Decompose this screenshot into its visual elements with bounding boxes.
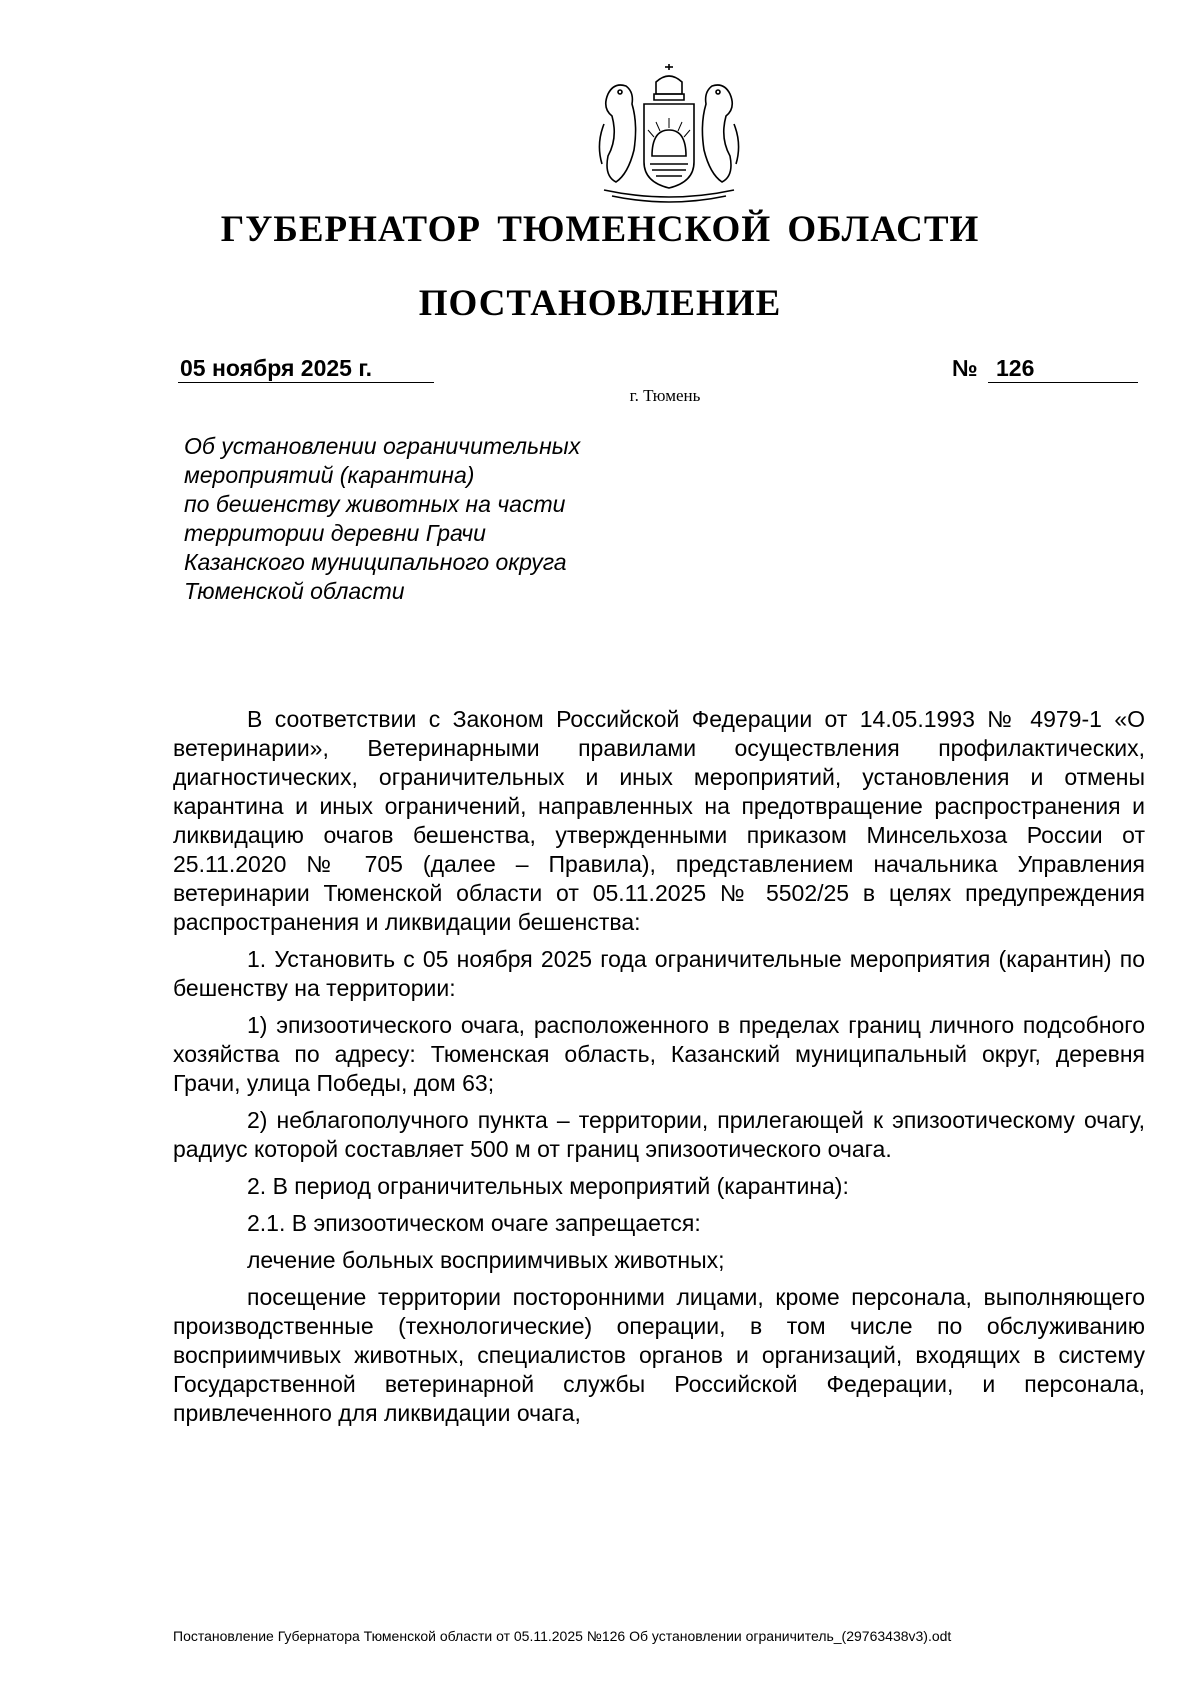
subject-line: Об установлении ограничительных [184, 433, 581, 459]
subject-line: по бешенству животных на части [184, 491, 566, 517]
coat-of-arms-icon [594, 64, 744, 204]
body-paragraph: 1) эпизоотического очага, расположенного в пределах границ личного подсобного хозяйства по адресу: Тюменская область, Казанский муниципальный округ, деревня Грачи, улица Победы, дом 63; [173, 1012, 1145, 1096]
page-footer: Постановление Губернатора Тюменской области от 05.11.2025 №126 Об установлении ограничитель_(29763438v3).odt [173, 1628, 952, 1644]
document-type: ПОСТАНОВЛЕНИЕ [418, 283, 782, 324]
body-paragraph: 2.1. В эпизоотическом очаге запрещается: [247, 1210, 701, 1236]
body-paragraph: 1. Установить с 05 ноября 2025 года ограничительные мероприятия (карантин) по бешенству на территории: [173, 946, 1145, 1001]
document-body [173, 705, 1145, 1436]
document-number: 126 [988, 354, 1138, 383]
body-paragraph: 2. В период ограничительных мероприятий (карантина): [247, 1173, 849, 1199]
authority-title: ГУБЕРНАТОР ТЮМЕНСКОЙ ОБЛАСТИ [220, 209, 980, 250]
subject-line: территории деревни Грачи [184, 520, 486, 546]
number-sign: № [952, 355, 978, 381]
document-subject [184, 432, 704, 606]
body-paragraph: посещение территории посторонними лицами, кроме персонала, выполняющего производственные (технологические) операции, в том числе по обслуживанию восприимчивых животных, специалистов органов и организаций, входящих в систему Государственной ветеринарной службы Российской Федерации, и персонала, привлеченного для ликвидации очага, [173, 1284, 1145, 1426]
subject-line: Тюменской области [184, 578, 405, 604]
subject-line: Казанского муниципального округа [184, 549, 567, 575]
document-date: 05 ноября 2025 г. [178, 354, 434, 383]
city: г. Тюмень [629, 386, 701, 405]
body-paragraph: 2) неблагополучного пункта – территории, прилегающей к эпизоотическому очагу, радиус которой составляет 500 м от границ эпизоотического очага. [173, 1107, 1145, 1162]
body-paragraph: лечение больных восприимчивых животных; [247, 1247, 725, 1273]
body-paragraph: В соответствии с Законом Российской Федерации от 14.05.1993 № 4979-1 «О ветеринарии», Ветеринарными правилами осуществления профилактических, диагностических, ограничительных и иных мероприятий, установления и отмены карантина и иных ограничений, направленных на предотвращение распространения и ликвидацию очагов бешенства, утвержденными приказом Минсельхоза России от 25.11.2020 № 705 (далее – Правила), представлением начальника Управления ветеринарии Тюменской области от 05.11.2025 № 5502/25 в целях предупреждения распространения и ликвидации бешенства: [173, 706, 1145, 935]
subject-line: мероприятий (карантина) [184, 462, 475, 488]
